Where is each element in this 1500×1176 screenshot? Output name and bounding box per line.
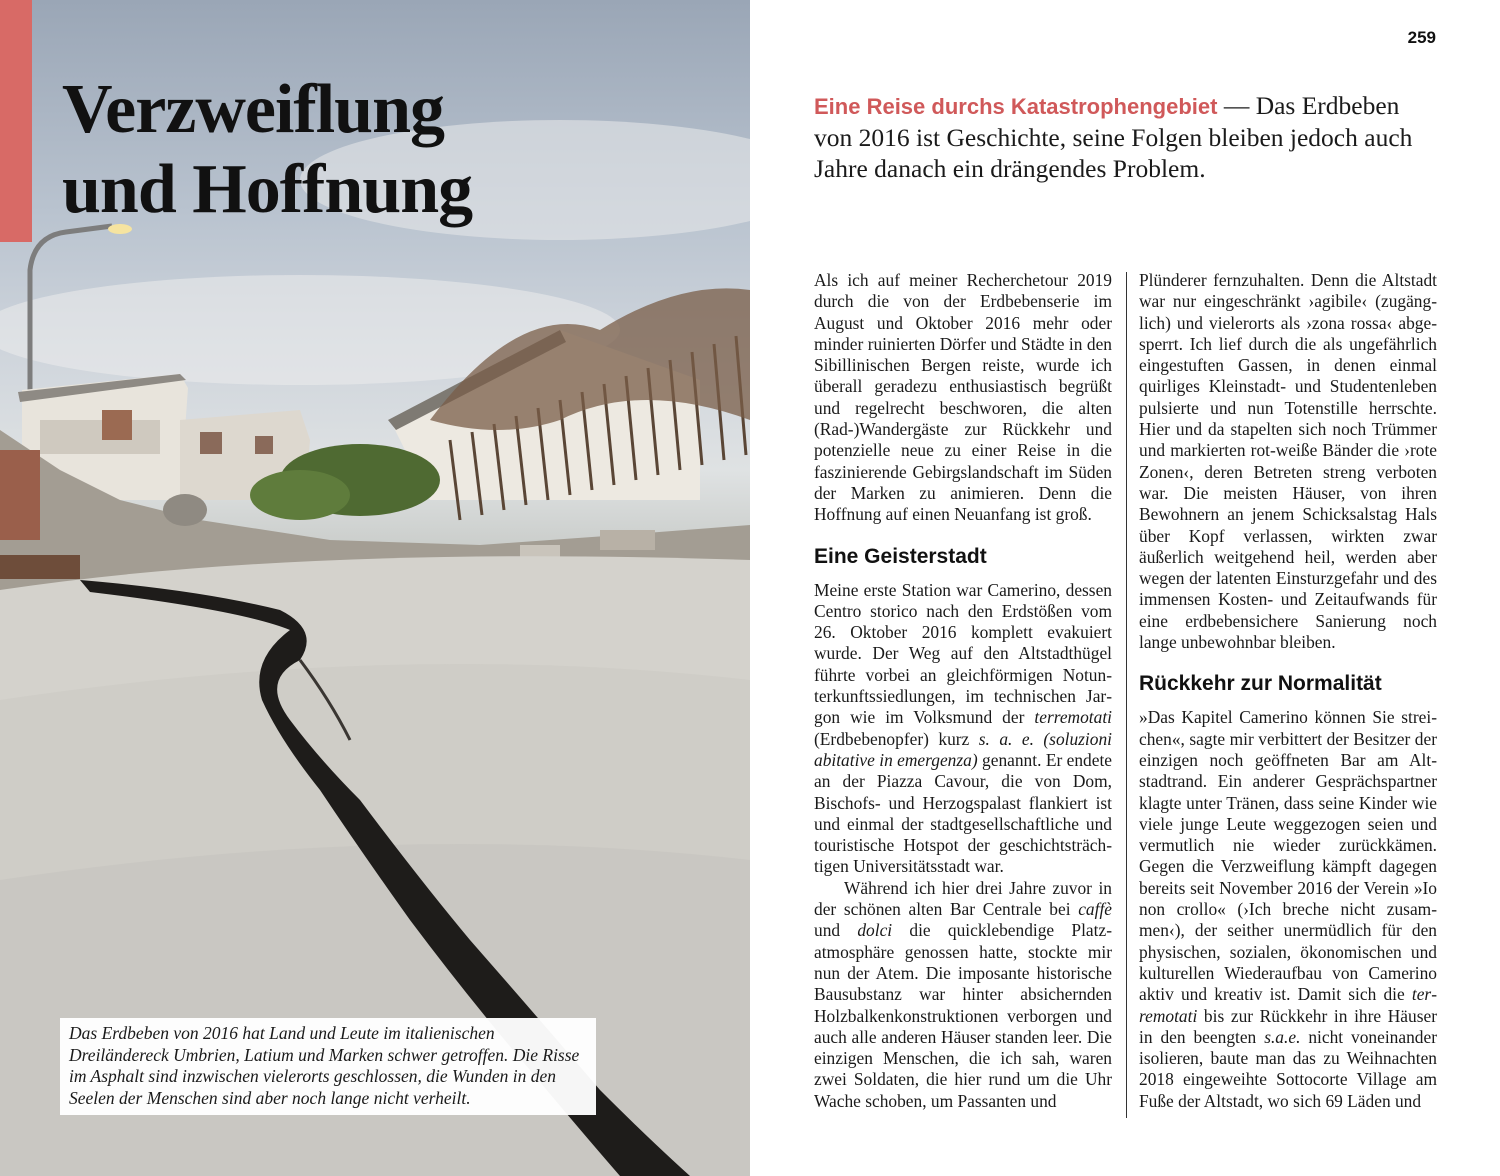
section-heading-geisterstadt: Eine Geisterstadt <box>814 544 987 568</box>
lead-dash: — <box>1217 91 1256 120</box>
text-column-right <box>1139 270 1437 1112</box>
body-paragraph: »Das Kapitel Camerino können Sie streichen«, sagte mir verbittert der Besitzer der einzigen noch geöffneten Bar am Altstadtrand. Ein anderer Gesprächspartner klagte unter Tränen, dass seine Kinder wie viele junge Leute weggezogen seien und vermutlich nie wieder zurückkämen. Gegen die Verzweiflung kämpft dagegen bereits seit November 2016 der Verein »Io non crollo« (›Ich breche nicht zusammen‹), der seither unermüdlich für den physischen, sozialen, ökonomischen und kulturellen Wiederaufbau von Camerino aktiv und kreativ ist. Damit sich die terremotati bis zur Rückkehr in ihre Häuser in den beengten s.a.e. nicht voneinander isolieren, baute man das zu Weihnachten 2018 eingeweihte Sottocorte Village am Fuße der Altstadt, wo sich 69 Läden und <box>1139 707 1437 1111</box>
lead-text: Das Erdbeben von 2016 ist Geschichte, seine Folgen bleiben jedoch auch Jahre danach ein drängendes Problem. <box>814 91 1413 183</box>
body-paragraph: Plünderer fernzuhalten. Denn die Altstadt war nur eingeschränkt ›agibile‹ (zugänglich) und vielerorts als ›zona rossa‹ abgesperrt. Ich lief durch die als ungefährlich eingestuften Gassen, in denen einmal quirliges Kleinstadt- und Studentenleben pulsierte und nun Totenstille herrschte. Hier und da stapelten sich noch Trümmer und markierten rot-weiße Bänder die ›rote Zonen‹, deren Betreten streng verboten war. Die meisten Häuser, von ihren Bewohnern an jenem Schicksalstag Hals über Kopf verlassen, wirkten zwar äußerlich weitgehend heil, werden aber wegen der latenten Einsturzgefahr und des immensen Kosten- und Zeitaufwands für eine erdbebensichere Sanierung noch lange unbewohnbar bleiben. <box>1139 270 1437 653</box>
lead-kicker: Eine Reise durchs Katastrophengebiet <box>814 94 1218 119</box>
chapter-headline <box>62 70 472 230</box>
lead-paragraph <box>814 90 1444 184</box>
headline-line-2: und Hoffnung <box>62 151 473 228</box>
body-paragraph: Meine erste Station war Camerino, dessen Centro storico nach den Erdstößen vom 26. Oktober 2016 komplett evakuiert wurde. Der Weg auf den Altstadthügel führte vorbei an gleichförmigen Notunterkunftssiedlungen, im technischen Jargon wie im Volksmund der terremotati (Erdbebenopfer) kurz s. a. e. (soluzioni abitative in emergenza) genannt. Er endete an der Piazza Cavour, die von Dom, Bischofs- und Herzogspalast flankiert ist und einmal der stadtgesellschaftliche und touristische Hotspot der geschichtsträchtigen Universitätsstadt war. <box>814 579 1112 877</box>
column-divider <box>1126 272 1127 1118</box>
headline-line-1: Verzweiflung <box>62 71 445 148</box>
body-paragraph: Während ich hier drei Jahre zuvor in der schönen alten Bar Centrale bei caffè und dolci die quicklebendige Platzatmosphäre genossen hatte, stockte mir nun der Atem. Die imposante historische Bausubstanz war hinter absichernden Holzbalkenkonstruktionen verborgen und auch alle anderen Häuser standen leer. Die einzigen Menschen, die ich sah, waren zwei Soldaten, die hier rund um die Uhr Wache schoben, um Passanten und <box>814 877 1112 1111</box>
section-heading-rueckkehr: Rückkehr zur Normalität <box>1139 672 1382 696</box>
photo-caption: Das Erdbeben von 2016 hat Land und Leute im italienischen Dreiländereck Umbrien, Latium und Marken schwer getroffen. Die Risse im Asphalt sind inzwischen vielerorts geschlossen, die Wunden in den Seelen der Menschen sind aber noch lange nicht verheilt. <box>60 1018 596 1115</box>
page-number: 259 <box>1407 28 1436 47</box>
chapter-color-tab <box>0 0 32 242</box>
text-column-left <box>814 270 1112 1112</box>
body-paragraph: Als ich auf meiner Recherchetour 2019 durch die von der Erdbebenserie im August und Oktober 2016 mehr oder minder ruinierten Dörfer und Städte in den Sibillinischen Bergen reiste, wurde ich überall geradezu enthusiastisch begrüßt und regelrecht beschworen, die alten (Rad-)Wandergäste zur Rückkehr und potenzielle neue zu einer Reise in die faszinierende Gebirgslandschaft im Süden der Marken zu animieren. Denn die Hoffnung auf einen Neuanfang ist groß. <box>814 270 1112 525</box>
